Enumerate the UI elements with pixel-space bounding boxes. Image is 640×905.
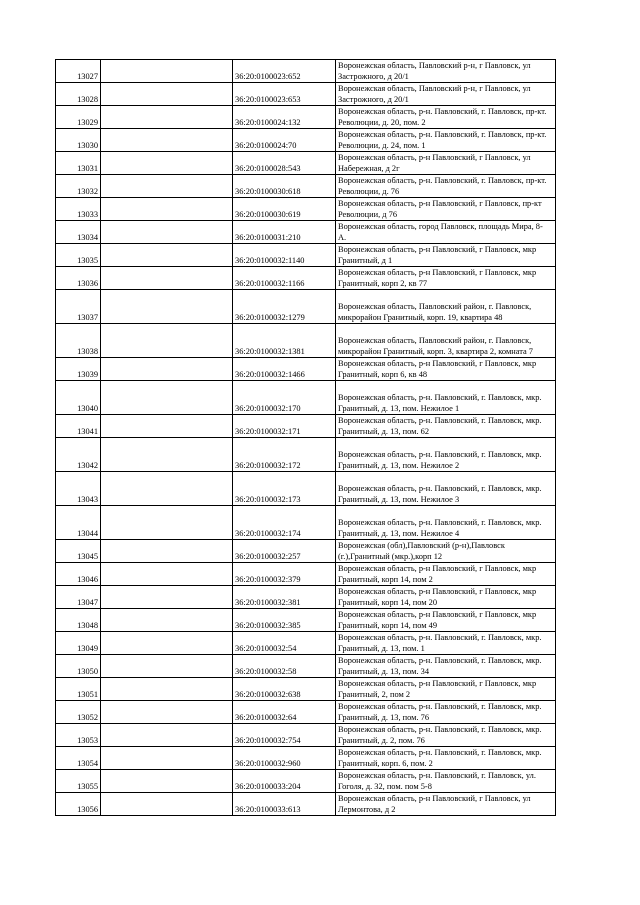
empty-cell (101, 244, 233, 267)
address-cell (336, 655, 556, 678)
empty-cell (101, 770, 233, 793)
address-cell (336, 770, 556, 793)
address-cell (336, 540, 556, 563)
row-number-cell: 13042 (56, 438, 101, 472)
address-cell (336, 632, 556, 655)
cadastral-number-cell: 36:20:0100032:1279 (233, 290, 336, 324)
row-number-cell: 13045 (56, 540, 101, 563)
cadastral-number-cell: 36:20:0100024:70 (233, 129, 336, 152)
table-row (56, 324, 556, 358)
cadastral-number-cell: 36:20:0100032:58 (233, 655, 336, 678)
cadastral-number-cell: 36:20:0100032:381 (233, 586, 336, 609)
empty-cell (101, 438, 233, 472)
address-line: Гранитный, д. 13, пом. 34 (338, 667, 430, 676)
address-line: Воронежская область, р-н Павловский, г Павловск, мкр (338, 679, 537, 688)
address-line: Гранитный, д. 13, пом. Нежилое 3 (338, 495, 460, 504)
address-line: Воронежская область, р-н. Павловский, г. Павловск, мкр. (338, 450, 542, 459)
empty-cell (101, 83, 233, 106)
cadastral-number-cell: 36:20:0100032:754 (233, 724, 336, 747)
row-number-cell: 13027 (56, 60, 101, 83)
cadastral-number-cell: 36:20:0100033:613 (233, 793, 336, 816)
empty-cell (101, 415, 233, 438)
address-line: Гоголя, д. 32, пом. пом 5-8 (338, 782, 432, 791)
row-number-cell: 13037 (56, 290, 101, 324)
address-line: Воронежская (обл),Павловский (р-н),Павловск (338, 541, 505, 550)
table-row (56, 655, 556, 678)
table-row (56, 198, 556, 221)
table-row (56, 678, 556, 701)
row-number-cell: 13046 (56, 563, 101, 586)
address-cell (336, 678, 556, 701)
empty-cell (101, 563, 233, 586)
address-line: Гранитный, д. 13, пом. Нежилое 4 (338, 529, 460, 538)
address-line: Воронежская область, р-н. Павловский, г. Павловск, мкр. (338, 748, 542, 757)
table-row (56, 506, 556, 540)
cadastral-number-cell: 36:20:0100032:170 (233, 381, 336, 415)
address-cell (336, 381, 556, 415)
empty-cell (101, 129, 233, 152)
address-line: Гранитный, 2, пом 2 (338, 690, 411, 699)
empty-cell (101, 586, 233, 609)
table-row (56, 747, 556, 770)
row-number-cell: 13039 (56, 358, 101, 381)
cadastral-number-cell: 36:20:0100032:1381 (233, 324, 336, 358)
table-row (56, 540, 556, 563)
cadastral-number-cell: 36:20:0100024:132 (233, 106, 336, 129)
address-cell (336, 175, 556, 198)
table-row (56, 472, 556, 506)
table-row (56, 290, 556, 324)
table-row (56, 381, 556, 415)
address-line: Застрожного, д 20/1 (338, 72, 409, 81)
address-line: Гранитный, корп 14, пом 20 (338, 598, 438, 607)
row-number-cell: 13033 (56, 198, 101, 221)
cadastral-number-cell: 36:20:0100032:960 (233, 747, 336, 770)
cadastral-number-cell: 36:20:0100032:173 (233, 472, 336, 506)
row-number-cell: 13043 (56, 472, 101, 506)
empty-cell (101, 540, 233, 563)
table-row (56, 267, 556, 290)
empty-cell (101, 381, 233, 415)
address-cell (336, 747, 556, 770)
address-line: Революции, д. 20, пом. 2 (338, 118, 426, 127)
address-line: микрорайон Гранитный, корп. 19, квартира 48 (338, 313, 503, 322)
row-number-cell: 13038 (56, 324, 101, 358)
address-line: Воронежская область, р-н. Павловский, г. Павловск, ул. (338, 771, 536, 780)
row-number-cell: 13032 (56, 175, 101, 198)
address-line: Воронежская область, р-н Павловский, г Павловск, мкр (338, 610, 537, 619)
row-number-cell: 13048 (56, 609, 101, 632)
address-cell (336, 60, 556, 83)
empty-cell (101, 152, 233, 175)
address-line: Гранитный, корп 14, пом 49 (338, 621, 438, 630)
row-number-cell: 13054 (56, 747, 101, 770)
cadastral-number-cell: 36:20:0100023:652 (233, 60, 336, 83)
empty-cell (101, 472, 233, 506)
address-cell (336, 324, 556, 358)
table-row (56, 609, 556, 632)
address-line: Воронежская область, р-н Павловский, г Павловск, мкр (338, 359, 537, 368)
address-line: Революции, д. 24, пом. 1 (338, 141, 426, 150)
empty-cell (101, 724, 233, 747)
address-line: Гранитный, корп. 6, пом. 2 (338, 759, 433, 768)
address-line: Гранитный, корп 14, пом 2 (338, 575, 433, 584)
address-line: Воронежская область, р-н. Павловский, г. Павловск, мкр. (338, 633, 542, 642)
address-cell (336, 724, 556, 747)
empty-cell (101, 60, 233, 83)
cadastral-number-cell: 36:20:0100032:379 (233, 563, 336, 586)
cadastral-number-cell: 36:20:0100032:172 (233, 438, 336, 472)
address-line: Воронежская область, р-н. Павловский, г. Павловск, мкр. (338, 416, 542, 425)
address-line: Воронежская область, р-н. Павловский, г. Павловск, мкр. (338, 393, 542, 402)
address-line: Гранитный, д 1 (338, 256, 393, 265)
address-line: А. (338, 233, 347, 242)
address-line: Революции, д. 76 (338, 187, 400, 196)
cadastral-number-cell: 36:20:0100028:543 (233, 152, 336, 175)
address-line: микрорайон Гранитный, корп. 3, квартира 2, комната 7 (338, 347, 533, 356)
row-number-cell: 13049 (56, 632, 101, 655)
table-row (56, 770, 556, 793)
address-line: (г.),Гранитный (мкр.),корп 12 (338, 552, 443, 561)
row-number-cell: 13028 (56, 83, 101, 106)
address-line: Гранитный, д. 13, пом. 76 (338, 713, 430, 722)
registry-table (55, 59, 556, 816)
address-line: Воронежская область, р-н Павловский, г Павловск, мкр (338, 587, 537, 596)
cadastral-number-cell: 36:20:0100032:1140 (233, 244, 336, 267)
address-cell (336, 83, 556, 106)
table-row (56, 152, 556, 175)
registry-table-body (56, 60, 556, 816)
empty-cell (101, 506, 233, 540)
address-line: Революции, д 76 (338, 210, 398, 219)
row-number-cell: 13031 (56, 152, 101, 175)
row-number-cell: 13050 (56, 655, 101, 678)
address-cell (336, 152, 556, 175)
empty-cell (101, 655, 233, 678)
address-line: Гранитный, д. 2, пом. 76 (338, 736, 425, 745)
address-cell (336, 290, 556, 324)
empty-cell (101, 793, 233, 816)
address-line: Воронежская область, р-н Павловский, г Павловск, пр-кт (338, 199, 542, 208)
cadastral-number-cell: 36:20:0100032:54 (233, 632, 336, 655)
cadastral-number-cell: 36:20:0100031:210 (233, 221, 336, 244)
empty-cell (101, 221, 233, 244)
table-row (56, 586, 556, 609)
address-line: Воронежская область, р-н. Павловский, г. Павловск, мкр. (338, 656, 542, 665)
cadastral-number-cell: 36:20:0100030:618 (233, 175, 336, 198)
address-line: Гранитный, корп 2, кв 77 (338, 279, 428, 288)
address-line: Воронежская область, город Павловск, площадь Мира, 8- (338, 222, 543, 231)
empty-cell (101, 324, 233, 358)
row-number-cell: 13040 (56, 381, 101, 415)
address-line: Воронежская область, Павловский район, г. Павловск, (338, 336, 532, 345)
row-number-cell: 13030 (56, 129, 101, 152)
address-cell (336, 563, 556, 586)
address-cell (336, 586, 556, 609)
empty-cell (101, 632, 233, 655)
table-row (56, 563, 556, 586)
address-line: Воронежская область, р-н. Павловский, г. Павловск, мкр. (338, 725, 542, 734)
address-cell (336, 415, 556, 438)
address-cell (336, 438, 556, 472)
row-number-cell: 13029 (56, 106, 101, 129)
row-number-cell: 13053 (56, 724, 101, 747)
row-number-cell: 13035 (56, 244, 101, 267)
cadastral-number-cell: 36:20:0100032:385 (233, 609, 336, 632)
address-line: Застрожного, д 20/1 (338, 95, 409, 104)
table-row (56, 415, 556, 438)
table-row (56, 358, 556, 381)
address-line: Воронежская область, Павловский р-н, г Павловск, ул (338, 61, 531, 70)
empty-cell (101, 701, 233, 724)
empty-cell (101, 198, 233, 221)
empty-cell (101, 358, 233, 381)
address-line: Воронежская область, р-н Павловский, г Павловск, ул (338, 794, 531, 803)
address-line: Воронежская область, р-н. Павловский, г. Павловск, пр-кт. (338, 176, 547, 185)
row-number-cell: 13034 (56, 221, 101, 244)
address-cell (336, 221, 556, 244)
table-row (56, 438, 556, 472)
table-row (56, 701, 556, 724)
table-row (56, 60, 556, 83)
empty-cell (101, 678, 233, 701)
address-cell (336, 244, 556, 267)
address-line: Воронежская область, р-н. Павловский, г. Павловск, мкр. (338, 484, 542, 493)
row-number-cell: 13056 (56, 793, 101, 816)
cadastral-number-cell: 36:20:0100030:619 (233, 198, 336, 221)
address-line: Гранитный, д. 13, пом. Нежилое 1 (338, 404, 460, 413)
address-cell (336, 267, 556, 290)
address-line: Воронежская область, р-н. Павловский, г. Павловск, мкр. (338, 518, 542, 527)
address-line: Воронежская область, р-н Павловский, г Павловск, ул (338, 153, 531, 162)
address-line: Набережная, д 2г (338, 164, 400, 173)
address-line: Воронежская область, р-н Павловский, г Павловск, мкр (338, 245, 537, 254)
cadastral-number-cell: 36:20:0100032:1166 (233, 267, 336, 290)
table-row (56, 632, 556, 655)
empty-cell (101, 290, 233, 324)
table-row (56, 244, 556, 267)
table-row (56, 83, 556, 106)
table-row (56, 175, 556, 198)
table-row (56, 724, 556, 747)
empty-cell (101, 175, 233, 198)
address-cell (336, 506, 556, 540)
cadastral-number-cell: 36:20:0100032:174 (233, 506, 336, 540)
address-line: Воронежская область, р-н. Павловский, г. Павловск, мкр. (338, 702, 542, 711)
address-line: Гранитный, д. 13, пом. 1 (338, 644, 425, 653)
table-row (56, 106, 556, 129)
address-line: Воронежская область, Павловский район, г. Павловск, (338, 302, 532, 311)
row-number-cell: 13041 (56, 415, 101, 438)
row-number-cell: 13036 (56, 267, 101, 290)
row-number-cell: 13051 (56, 678, 101, 701)
address-cell (336, 472, 556, 506)
table-row (56, 793, 556, 816)
cadastral-number-cell: 36:20:0100032:257 (233, 540, 336, 563)
table-row (56, 129, 556, 152)
row-number-cell: 13044 (56, 506, 101, 540)
address-cell (336, 198, 556, 221)
address-line: Гранитный, д. 13, пом. 62 (338, 427, 430, 436)
address-cell (336, 793, 556, 816)
address-cell (336, 609, 556, 632)
empty-cell (101, 267, 233, 290)
table-row (56, 221, 556, 244)
address-line: Воронежская область, р-н Павловский, г Павловск, мкр (338, 268, 537, 277)
address-line: Воронежская область, р-н Павловский, г Павловск, мкр (338, 564, 537, 573)
address-line: Воронежская область, р-н. Павловский, г. Павловск, пр-кт. (338, 130, 547, 139)
row-number-cell: 13047 (56, 586, 101, 609)
address-line: Воронежская область, р-н. Павловский, г. Павловск, пр-кт. (338, 107, 547, 116)
address-line: Лермонтова, д 2 (338, 805, 396, 814)
row-number-cell: 13055 (56, 770, 101, 793)
cadastral-number-cell: 36:20:0100033:204 (233, 770, 336, 793)
empty-cell (101, 609, 233, 632)
address-line: Гранитный, корп 6, кв 48 (338, 370, 428, 379)
address-line: Воронежская область, Павловский р-н, г Павловск, ул (338, 84, 531, 93)
address-cell (336, 106, 556, 129)
cadastral-number-cell: 36:20:0100023:653 (233, 83, 336, 106)
address-line: Гранитный, д. 13, пом. Нежилое 2 (338, 461, 460, 470)
empty-cell (101, 106, 233, 129)
address-cell (336, 358, 556, 381)
cadastral-number-cell: 36:20:0100032:1466 (233, 358, 336, 381)
cadastral-number-cell: 36:20:0100032:171 (233, 415, 336, 438)
row-number-cell: 13052 (56, 701, 101, 724)
empty-cell (101, 747, 233, 770)
address-cell (336, 701, 556, 724)
cadastral-number-cell: 36:20:0100032:64 (233, 701, 336, 724)
cadastral-number-cell: 36:20:0100032:638 (233, 678, 336, 701)
address-cell (336, 129, 556, 152)
